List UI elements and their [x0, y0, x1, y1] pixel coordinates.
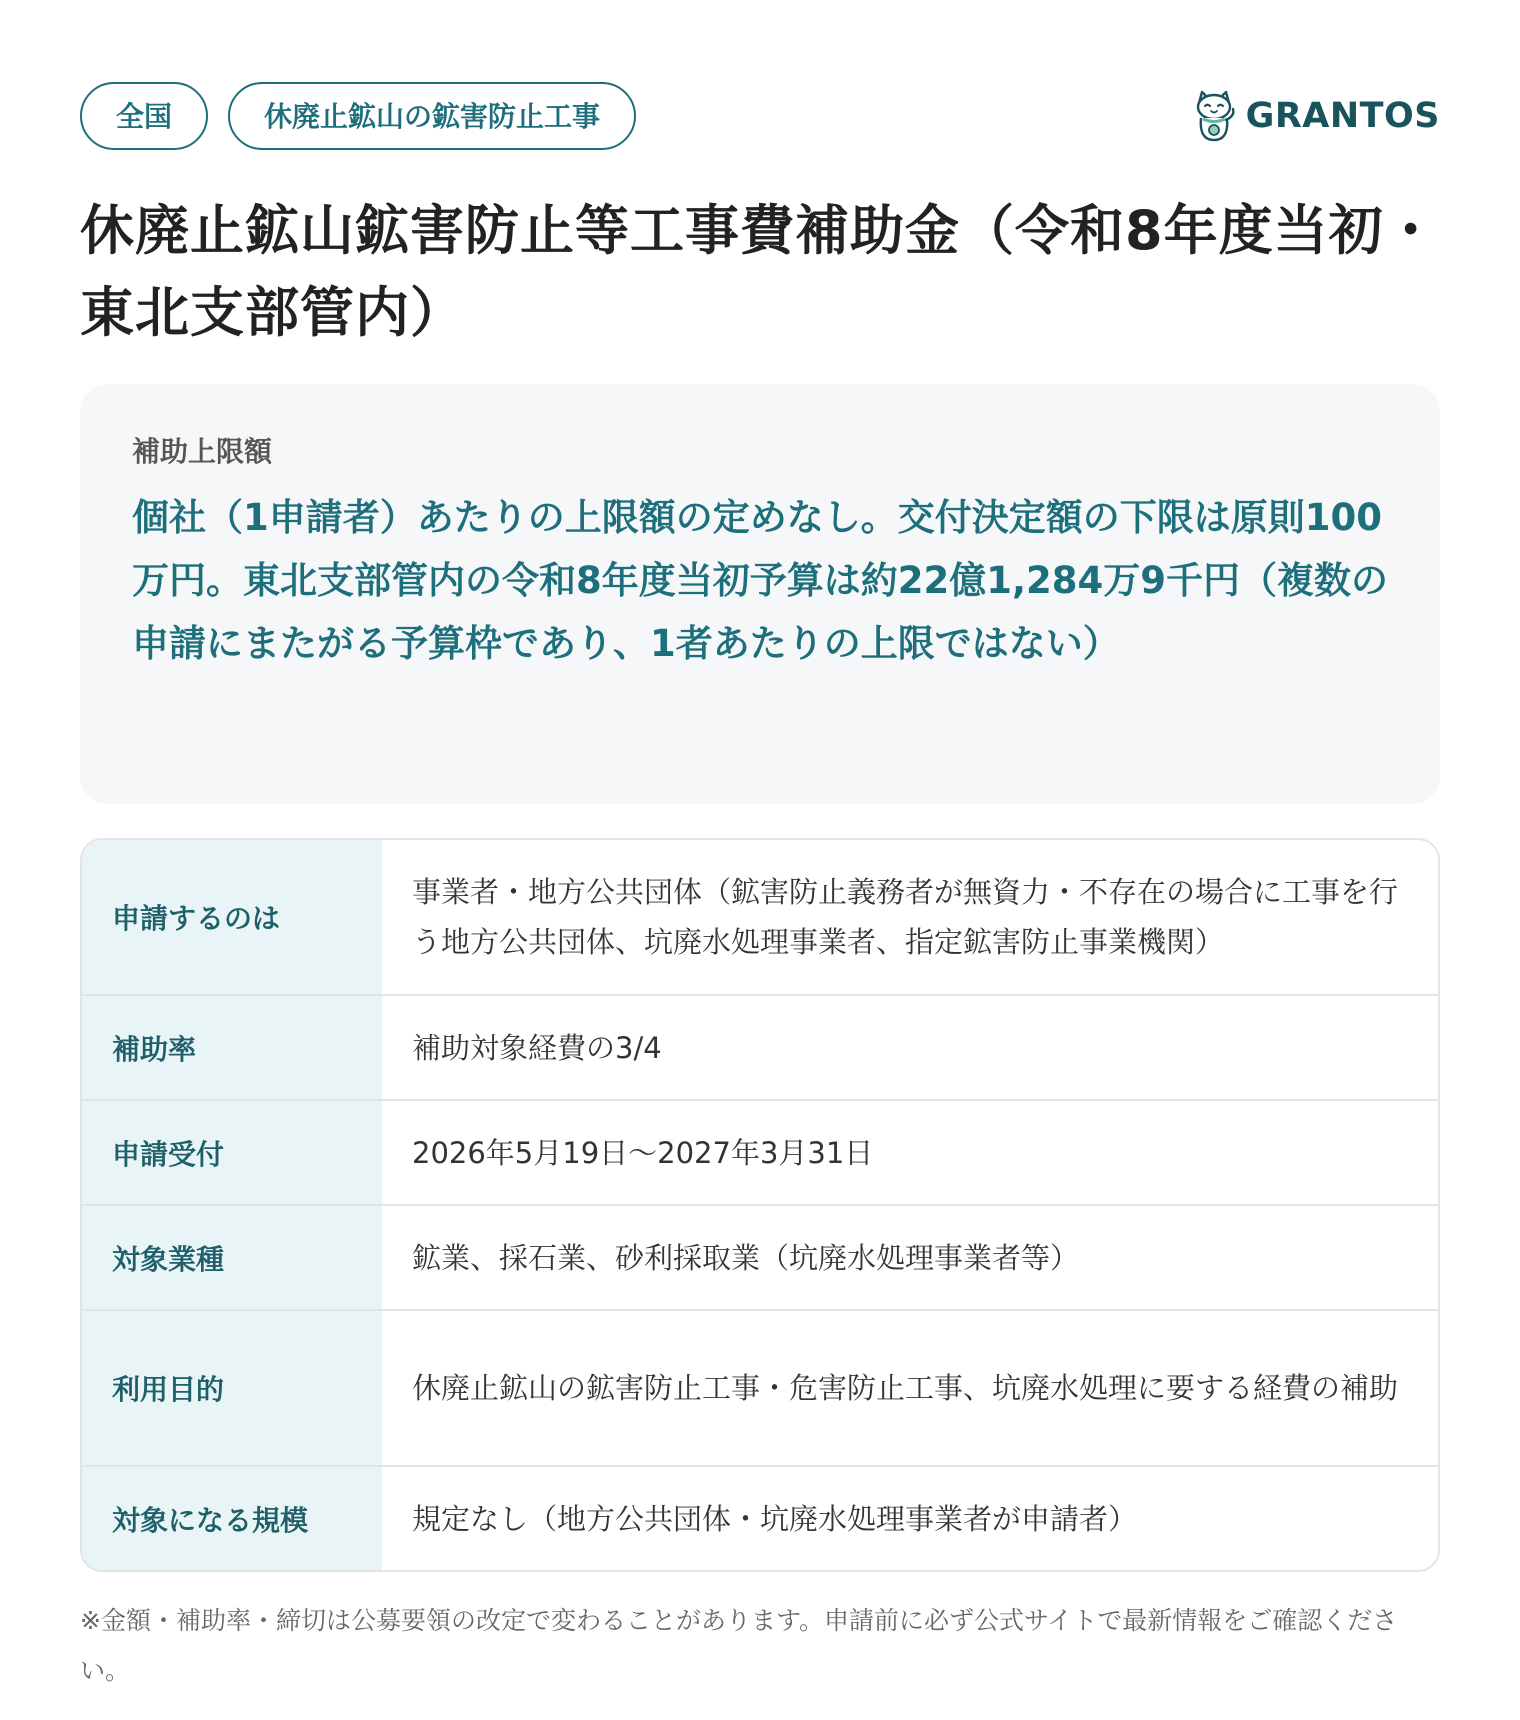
row-value-subsidy-rate: 補助対象経費の3/4: [412, 1030, 662, 1065]
table-row: [82, 994, 1438, 1099]
subsidy-limit-card: [80, 384, 1440, 804]
tag-category[interactable]: 休廃止鉱山の鉱害防止工事: [228, 82, 636, 150]
disclaimer-note: ※金額・補助率・締切は公募要領の改定で変わることがあります。申請前に必ず公式サイトで最新情報をご確認ください。: [80, 1606, 1398, 1685]
subsidy-limit-text: 個社（1申請者）あたりの上限額の定めなし。交付決定額の下限は原則100万円。東北支部管内の令和8年度当初予算は約22億1,284万9千円（複数の申請にまたがる予算枠であり、1者あたりの上限ではない）: [132, 496, 1389, 665]
table-row: [82, 1309, 1438, 1465]
tag-region[interactable]: 全国: [80, 82, 208, 150]
table-row: [82, 1465, 1438, 1570]
header-bar: [80, 80, 1440, 152]
tag-list: [80, 82, 636, 150]
page-title: 休廃止鉱山鉱害防止等工事費補助金（令和8年度当初・東北支部管内）: [80, 199, 1439, 344]
table-row: [82, 840, 1438, 994]
row-value-scale: 規定なし（地方公共団体・坑廃水処理事業者が申請者）: [412, 1501, 1138, 1536]
lucky-cat-icon: [1192, 89, 1236, 143]
brand-logo[interactable]: [1192, 80, 1440, 152]
subsidy-limit-label: 補助上限額: [132, 435, 273, 468]
row-value-industry: 鉱業、採石業、砂利採取業（坑廃水処理事業者等）: [412, 1240, 1080, 1275]
row-value-purpose: 休廃止鉱山の鉱害防止工事・危害防止工事、坑廃水処理に要する経費の補助: [412, 1371, 1399, 1405]
table-row: [82, 1099, 1438, 1204]
row-value-applicant: 事業者・地方公共団体（鉱害防止義務者が無資力・不存在の場合に工事を行う地方公共団体、坑廃水処理事業者、指定鉱害防止事業機関）: [412, 875, 1399, 959]
row-key-application-period: 申請受付: [82, 1101, 382, 1204]
row-key-subsidy-rate: 補助率: [82, 996, 382, 1099]
info-table: [80, 838, 1440, 1572]
row-key-scale: 対象になる規模: [82, 1467, 382, 1570]
row-key-purpose: 利用目的: [82, 1311, 382, 1465]
row-value-application-period: 2026年5月19日〜2027年3月31日: [412, 1135, 874, 1170]
table-row: [82, 1204, 1438, 1309]
row-key-applicant: 申請するのは: [82, 840, 382, 994]
row-key-industry: 対象業種: [82, 1206, 382, 1309]
brand-name: GRANTOS: [1245, 96, 1440, 136]
